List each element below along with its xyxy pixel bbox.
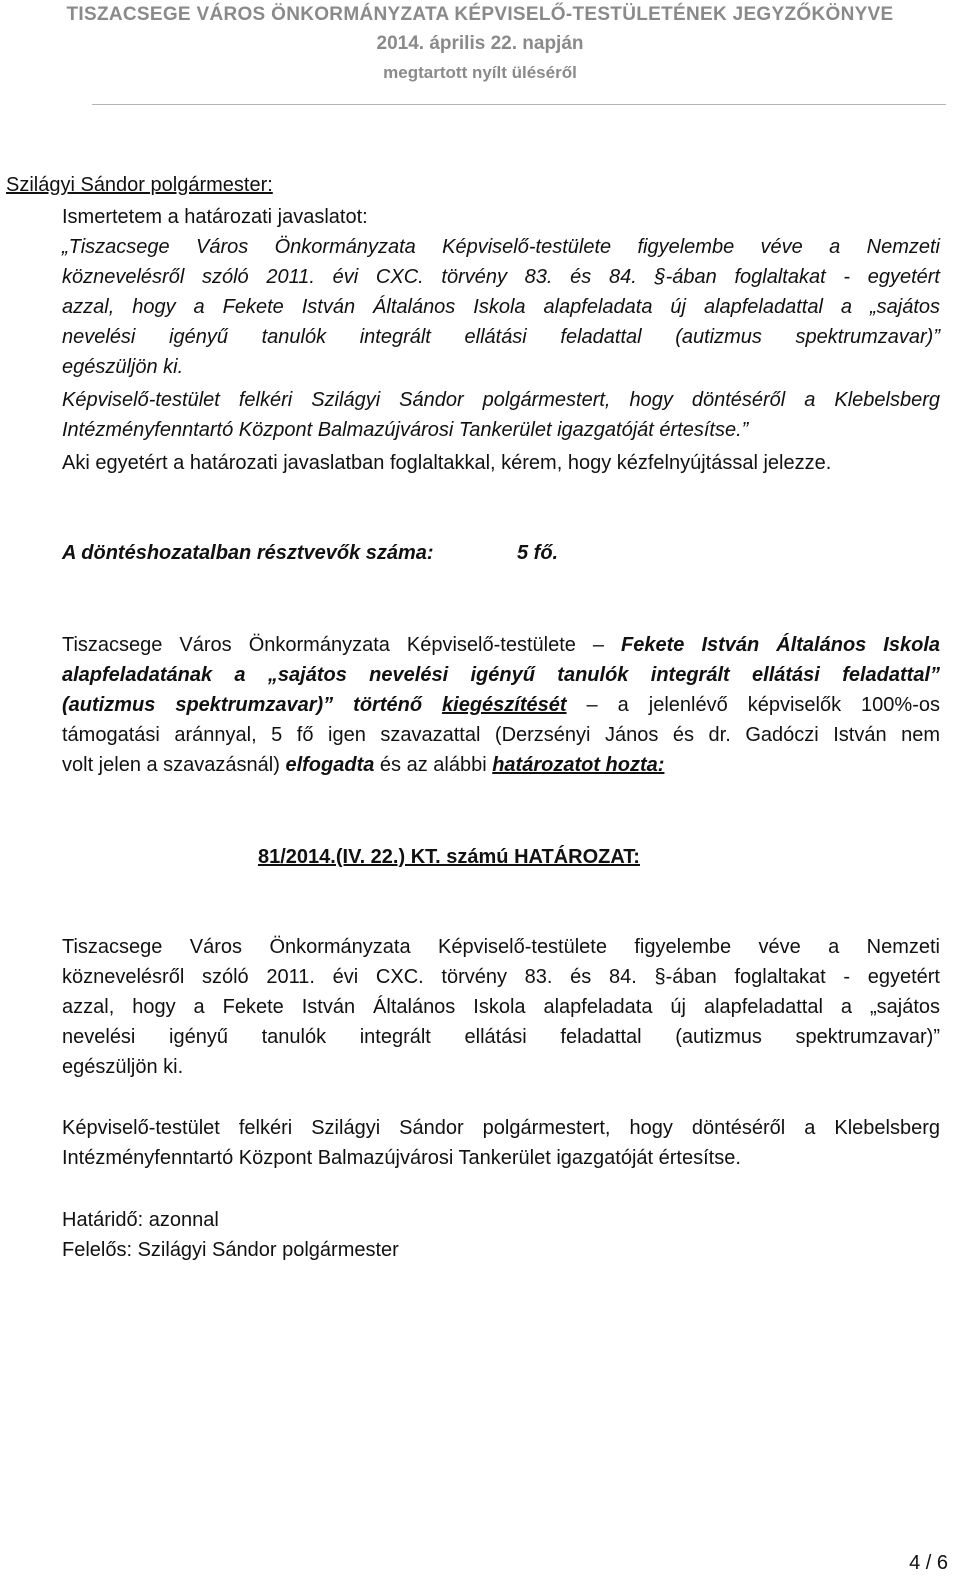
vote-line: (autizmus spektrumzavar)” történő kiegészítését – a jelenlévő képviselők 100%-os <box>62 694 940 716</box>
header-subtitle: megtartott nyílt üléséről <box>383 63 577 82</box>
resolution-title: 81/2014.(IV. 22.) KT. számú HATÁROZAT: <box>258 846 640 868</box>
resolution-line: nevelési igényű tanulók integrált ellátási feladattal (autizmus spektrumzavar)” <box>62 1026 940 1048</box>
vote-line: volt jelen a szavazásnál) elfogadta és az alábbi határozatot hozta: <box>62 754 665 776</box>
proposal-line: nevelési igényű tanulók integrált ellátási feladattal (autizmus spektrumzavar)” <box>62 326 940 348</box>
proposal-line: „Tiszacsege Város Önkormányzata Képviselő-testülete figyelembe véve a Nemzeti <box>62 236 940 258</box>
proposal-line: azzal, hogy a Fekete István Általános Iskola alapfeladata új alapfeladattal a „sajátos <box>62 296 940 318</box>
header-title: TISZACSEGE VÁROS ÖNKORMÁNYZATA KÉPVISELŐ-TESTÜLETÉNEK JEGYZŐKÖNYVE <box>66 4 894 25</box>
resolution-notify-line: Képviselő-testület felkéri Szilágyi Sándor polgármestert, hogy döntéséről a Klebelsberg <box>62 1117 940 1139</box>
vote-line: alapfeladatának a „sajátos nevelési igényű tanulók integrált ellátási feladattal” <box>62 664 940 686</box>
header-date: 2014. április 22. napján <box>376 33 584 54</box>
resolution-line: köznevelésről szóló 2011. évi CXC. törvény 83. és 84. §-ában foglaltakat - egyetért <box>62 966 940 988</box>
resolution-line: azzal, hogy a Fekete István Általános Iskola alapfeladata új alapfeladattal a „sajátos <box>62 996 940 1018</box>
resolution-line: egészüljön ki. <box>62 1056 184 1078</box>
proposal-intro: Ismertetem a határozati javaslatot: <box>62 206 368 228</box>
participants-value: 5 fő. <box>517 542 559 564</box>
page-number: 4 / 6 <box>909 1552 948 1574</box>
resolution-notify-line: Intézményfenntartó Központ Balmazújvárosi Tankerület igazgatóját értesítse. <box>62 1147 741 1169</box>
proposal-line: köznevelésről szóló 2011. évi CXC. törvény 83. és 84. §-ában foglaltakat - egyetért <box>62 266 940 288</box>
proposal-line: Képviselő-testület felkéri Szilágyi Sándor polgármestert, hogy döntéséről a Klebelsberg <box>62 389 940 411</box>
resolution-responsible: Felelős: Szilágyi Sándor polgármester <box>62 1239 399 1261</box>
proposal-line: egészüljön ki. <box>62 356 184 378</box>
header-divider <box>92 104 946 105</box>
proposal-line: Intézményfenntartó Központ Balmazújvárosi Tankerület igazgatóját értesítse.” <box>62 419 749 441</box>
participants-label: A döntéshozatalban résztvevők száma: <box>62 542 434 564</box>
speaker-label: Szilágyi Sándor polgármester: <box>6 174 273 196</box>
resolution-deadline: Határidő: azonnal <box>62 1209 219 1231</box>
vote-request: Aki egyetért a határozati javaslatban foglaltakkal, kérem, hogy kézfelnyújtással jelezze. <box>62 452 832 474</box>
vote-line: támogatási aránnyal, 5 fő igen szavazattal (Derzsényi János és dr. Gadóczi István nem <box>62 724 940 746</box>
resolution-line: Tiszacsege Város Önkormányzata Képviselő-testülete figyelembe véve a Nemzeti <box>62 936 940 958</box>
vote-line: Tiszacsege Város Önkormányzata Képviselő-testülete – Fekete István Általános Iskola <box>62 634 941 656</box>
